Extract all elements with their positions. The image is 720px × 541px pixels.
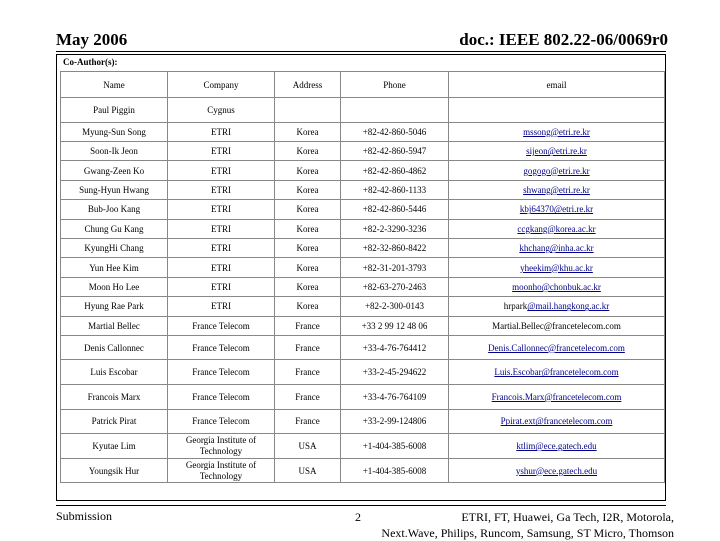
cell-company: ETRI <box>168 219 275 238</box>
cell-phone <box>341 98 449 123</box>
footer-companies <box>381 509 674 541</box>
col-header-address: Address <box>275 72 341 98</box>
table-row <box>61 98 665 123</box>
cell-address: Korea <box>275 141 341 160</box>
header-date: May 2006 <box>56 30 128 49</box>
table-row <box>61 258 665 277</box>
cell-name: Francois Marx <box>61 385 168 410</box>
email-link[interactable]: Luis.Escobar@francetelecom.com <box>494 367 619 378</box>
cell-phone: +1-404-385-6008 <box>341 458 449 483</box>
email-link[interactable]: mssong@etri.re.kr <box>523 126 590 137</box>
cell-name: Kyutae Lim <box>61 434 168 459</box>
cell-address: France <box>275 360 341 385</box>
cell-name: Bub-Joo Kang <box>61 200 168 219</box>
cell-phone: +33-2-99-124806 <box>341 409 449 434</box>
cell-address: Korea <box>275 122 341 141</box>
cell-company: ETRI <box>168 277 275 296</box>
table-row <box>61 219 665 238</box>
header-doc-id: doc.: IEEE 802.22-06/0069r0 <box>459 30 668 49</box>
cell-phone: +33-2-45-294622 <box>341 360 449 385</box>
cell-company: ETRI <box>168 161 275 180</box>
email-link[interactable]: gogogo@etri.re.kr <box>523 165 590 176</box>
cell-email <box>449 360 665 385</box>
cell-address: Korea <box>275 200 341 219</box>
cell-address: Korea <box>275 219 341 238</box>
header-rule <box>56 51 666 52</box>
cell-email <box>449 180 665 199</box>
cell-name: Chung Gu Kang <box>61 219 168 238</box>
cell-phone: +82-42-860-5446 <box>341 200 449 219</box>
email-link[interactable]: sijeon@etri.re.kr <box>526 146 587 157</box>
email-link[interactable]: ktlim@ece.gatech.edu <box>516 441 597 452</box>
cell-address: France <box>275 409 341 434</box>
table-body <box>61 98 665 483</box>
cell-email <box>449 409 665 434</box>
cell-phone: +33-4-76-764412 <box>341 335 449 360</box>
cell-company: ETRI <box>168 297 275 316</box>
email-link[interactable]: Ppirat.ext@francetelecom.com <box>500 416 613 427</box>
cell-name: Sung-Hyun Hwang <box>61 180 168 199</box>
table-row <box>61 141 665 160</box>
cell-phone: +82-42-860-5046 <box>341 122 449 141</box>
footer-companies-line2: Next.Wave, Philips, Runcom, Samsung, ST Micro, Thomson <box>381 526 674 540</box>
cell-company: ETRI <box>168 141 275 160</box>
cell-address: Korea <box>275 161 341 180</box>
cell-company: ETRI <box>168 180 275 199</box>
cell-company: Cygnus <box>168 98 275 123</box>
cell-name: Hyung Rae Park <box>61 297 168 316</box>
cell-company: France Telecom <box>168 385 275 410</box>
cell-address: France <box>275 335 341 360</box>
cell-email <box>449 335 665 360</box>
table-row <box>61 180 665 199</box>
email-link[interactable]: @mail.hangkong.ac.kr <box>527 301 610 312</box>
cell-address: Korea <box>275 277 341 296</box>
cell-name: Patrick Pirat <box>61 409 168 434</box>
email-prefix: hrpark <box>503 301 528 312</box>
coauthor-table <box>60 71 665 483</box>
email-text: Martial.Bellec@francetelecom.com <box>492 320 621 331</box>
cell-phone: +82-42-860-5947 <box>341 141 449 160</box>
section-title: Co-Author(s): <box>63 57 118 67</box>
cell-company: ETRI <box>168 258 275 277</box>
cell-phone: +1-404-385-6008 <box>341 434 449 459</box>
cell-address <box>275 98 341 123</box>
table-row <box>61 434 665 459</box>
email-link[interactable]: ccgkang@korea.ac.kr <box>517 223 596 234</box>
cell-email <box>449 219 665 238</box>
email-link[interactable]: kbj64370@etri.re.kr <box>519 204 594 215</box>
footer-companies-line1: ETRI, FT, Huawei, Ga Tech, I2R, Motorola, <box>461 510 674 524</box>
footer-page-number: 2 <box>355 510 361 524</box>
cell-email <box>449 458 665 483</box>
table-row <box>61 161 665 180</box>
cell-name: Youngsik Hur <box>61 458 168 483</box>
cell-address: France <box>275 316 341 335</box>
email-link[interactable]: yshur@ece.gatech.edu <box>515 465 598 476</box>
cell-company: Georgia Institute of Technology <box>168 458 275 483</box>
col-header-name: Name <box>61 72 168 98</box>
cell-address: Korea <box>275 238 341 257</box>
cell-address: Korea <box>275 180 341 199</box>
table-row <box>61 385 665 410</box>
cell-name: Moon Ho Lee <box>61 277 168 296</box>
cell-email <box>449 122 665 141</box>
cell-company: France Telecom <box>168 360 275 385</box>
cell-phone: +82-2-3290-3236 <box>341 219 449 238</box>
cell-address: France <box>275 385 341 410</box>
cell-company: ETRI <box>168 200 275 219</box>
cell-phone: +82-32-860-8422 <box>341 238 449 257</box>
cell-name: Yun Hee Kim <box>61 258 168 277</box>
cell-phone: +33-4-76-764109 <box>341 385 449 410</box>
cell-email <box>449 277 665 296</box>
table-row <box>61 277 665 296</box>
cell-email <box>449 297 665 316</box>
table-row <box>61 458 665 483</box>
table-row <box>61 409 665 434</box>
table-row <box>61 360 665 385</box>
cell-name: Soon-Ik Jeon <box>61 141 168 160</box>
cell-phone: +82-31-201-3793 <box>341 258 449 277</box>
cell-email <box>449 238 665 257</box>
cell-name: Luis Escobar <box>61 360 168 385</box>
table-row <box>61 238 665 257</box>
cell-email <box>449 316 665 335</box>
cell-email <box>449 98 665 123</box>
cell-phone: +82-42-860-4862 <box>341 161 449 180</box>
table-row <box>61 297 665 316</box>
table-row <box>61 335 665 360</box>
cell-company: ETRI <box>168 238 275 257</box>
cell-name: Martial Bellec <box>61 316 168 335</box>
footer-rule <box>56 505 666 506</box>
cell-address: Korea <box>275 258 341 277</box>
cell-company: France Telecom <box>168 316 275 335</box>
table-row <box>61 122 665 141</box>
cell-address: USA <box>275 458 341 483</box>
footer-submission: Submission <box>56 509 113 523</box>
cell-company: France Telecom <box>168 409 275 434</box>
cell-email <box>449 385 665 410</box>
cell-email <box>449 200 665 219</box>
email-link[interactable]: moonho@chonbuk.ac.kr <box>512 281 601 292</box>
email-link[interactable]: yheekim@khu.ac.kr <box>520 262 593 273</box>
cell-phone: +82-63-270-2463 <box>341 277 449 296</box>
col-header-email: email <box>449 72 665 98</box>
cell-phone: +82-42-860-1133 <box>341 180 449 199</box>
cell-company: Georgia Institute of Technology <box>168 434 275 459</box>
table-row <box>61 316 665 335</box>
cell-phone: +82-2-300-0143 <box>341 297 449 316</box>
cell-name: Paul Piggin <box>61 98 168 123</box>
cell-name: Denis Callonnec <box>61 335 168 360</box>
email-link[interactable]: Francois.Marx@francetelecom.com <box>491 391 622 402</box>
cell-name: Gwang-Zeen Ko <box>61 161 168 180</box>
cell-phone: +33 2 99 12 48 06 <box>341 316 449 335</box>
email-link[interactable]: Denis.Callonnec@francetelecom.com <box>488 342 625 353</box>
cell-address: USA <box>275 434 341 459</box>
cell-address: Korea <box>275 297 341 316</box>
col-header-phone: Phone <box>341 72 449 98</box>
cell-company: France Telecom <box>168 335 275 360</box>
table-row <box>61 200 665 219</box>
col-header-company: Company <box>168 72 275 98</box>
cell-name: KyungHi Chang <box>61 238 168 257</box>
cell-email <box>449 161 665 180</box>
cell-email <box>449 258 665 277</box>
cell-name: Myung-Sun Song <box>61 122 168 141</box>
table-header-row <box>61 72 665 98</box>
cell-email <box>449 141 665 160</box>
cell-company: ETRI <box>168 122 275 141</box>
email-link[interactable]: shwang@etri.re.kr <box>523 184 590 195</box>
cell-email <box>449 434 665 459</box>
email-link[interactable]: khchang@inha.ac.kr <box>519 243 594 254</box>
